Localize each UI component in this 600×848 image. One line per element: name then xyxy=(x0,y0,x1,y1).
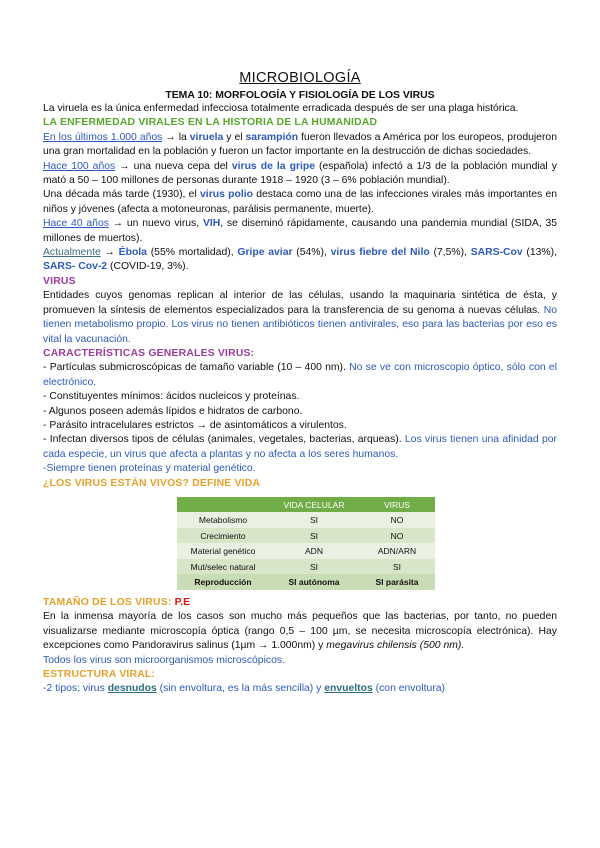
characteristic-item xyxy=(43,361,557,390)
span: (13%), xyxy=(522,247,558,259)
span: (COVID-19, 3%). xyxy=(107,261,189,273)
span: - Partículas submicroscópicas de tamaño variable (10 – 400 nm). xyxy=(43,362,350,374)
table-cell: Material genético xyxy=(177,543,269,559)
table-cell: Metabolismo xyxy=(177,512,269,528)
span: Una década más tarde (1930), el xyxy=(43,189,201,201)
characteristic-item: - Parásito intracelulares estrictos → de asintomáticos a virulentos. xyxy=(43,419,347,431)
history-paragraph-1 xyxy=(43,131,557,160)
span: En los últimos 1.000 años xyxy=(43,131,163,143)
virus-heading: VIRUS xyxy=(43,275,76,287)
span: (con envoltura) xyxy=(372,683,445,695)
history-paragraph-2 xyxy=(43,160,557,189)
span: Hace 40 años xyxy=(43,218,109,230)
history-paragraph-4 xyxy=(43,217,557,246)
virus-paragraph xyxy=(43,289,557,347)
table-row xyxy=(177,574,435,590)
span: sarampión xyxy=(245,131,299,143)
span: No se ve con microscopio óptico, sólo con el electrónico. xyxy=(43,362,558,388)
table-cell: NO xyxy=(359,528,435,544)
span: , se diseminó rápidamente, causando una pandemia mundial (SIDA, 35 millones de muertos). xyxy=(43,218,557,244)
structure-paragraph xyxy=(43,682,557,696)
span: No tienen metabolismo propio. Los virus no tienen antibióticos tienen antivirales, eso para las bacterias por eso es vital la vacunación. xyxy=(43,304,557,345)
history-heading: LA ENFERMEDAD VIRALES EN LA HISTORIA DE LA HUMANIDAD xyxy=(43,117,378,129)
span: -2 tipos; virus xyxy=(43,683,108,695)
span: virus de la gripe xyxy=(231,160,315,172)
table-row xyxy=(177,512,435,528)
table-cell: ADN/ARN xyxy=(359,543,435,559)
span: Hace 100 años xyxy=(43,160,116,172)
span: megavirus chilensis (500 nm). xyxy=(326,640,465,652)
table-cell: SI xyxy=(359,559,435,575)
intro-paragraph: La viruela es la única enfermedad infecciosa totalmente erradicada después de ser una plaga histórica. xyxy=(43,103,519,114)
span: Los virus tienen una afinidad por cada especie, un virus que afecta a plantas y no afecta a los seres humanos. xyxy=(43,434,557,460)
table-cell: SI xyxy=(269,528,359,544)
span: Gripe aviar xyxy=(237,247,293,259)
table-cell: SI xyxy=(269,559,359,575)
span: Entidades cuyos genomas replican al interior de las células, usando la maquinaria sintética de ésta, y promueven la síntesis de elementos especializados para la transferencia de su genoma a nuevas células. xyxy=(43,290,557,316)
table-cell: ADN xyxy=(269,543,359,559)
table-header: VIRUS xyxy=(359,497,435,513)
span: (55% mortalidad), xyxy=(146,247,238,259)
document-page xyxy=(43,70,557,697)
table-cell: NO xyxy=(359,512,435,528)
table-header: VIDA CELULAR xyxy=(269,497,359,513)
span: desnudos xyxy=(107,683,157,695)
span: En la inmensa mayoría de los casos son mucho más pequeños que las bacterias, por tanto, no pueden visualizarse mediante microscopía óptica (rango 0,5 – 100 µm, se necesita microscopía electrónica). Hay excepciones como Pandoravirus salinus (1µm → 1.000nm) y xyxy=(43,611,557,652)
table-row xyxy=(177,528,435,544)
table-cell: SI parásita xyxy=(359,574,435,590)
table-header xyxy=(177,497,269,513)
span: fueron llevados a América por los europeos, produjeron una gran mortalidad en la población y fueron un factor importante en la destrucción de dichas sociedades. xyxy=(43,131,557,158)
span: Ébola xyxy=(118,247,147,259)
span: viruela xyxy=(189,131,224,143)
alive-heading: ¿LOS VIRUS ESTÁN VIVOS? DEFINE VIDA xyxy=(43,477,261,489)
span: (54%), xyxy=(292,247,331,259)
characteristic-item: -Siempre tienen proteínas y material genético. xyxy=(43,463,256,475)
table-cell: Reproducción xyxy=(177,574,269,590)
table-cell: Crecimiento xyxy=(177,528,269,544)
size-note: Todos los virus son microorganismos microscópicos. xyxy=(43,654,285,666)
structure-heading: ESTRUCTURA VIRAL: xyxy=(43,669,156,680)
span: envueltos xyxy=(324,683,373,695)
span: y el xyxy=(223,131,246,143)
table-cell: SI autónoma xyxy=(269,574,359,590)
table-row xyxy=(177,543,435,559)
history-paragraph-3 xyxy=(43,188,557,217)
span: → un nuevo virus, xyxy=(108,218,203,230)
size-heading xyxy=(43,596,557,610)
span: → una nueva cepa del xyxy=(115,160,232,172)
table-cell: SI xyxy=(269,512,359,528)
span: Actualmente xyxy=(43,247,101,259)
size-paragraph xyxy=(43,610,557,653)
span: TAMAÑO DE LOS VIRUS: xyxy=(43,596,175,608)
characteristics-heading: CARACTERÍSTICAS GENERALES VIRUS: xyxy=(43,347,255,359)
span: - Infectan diversos tipos de células (animales, vegetales, bacterias, arqueas). xyxy=(43,434,405,446)
life-comparison-table xyxy=(177,497,435,590)
span: SARS-Cov xyxy=(470,247,523,259)
span: virus fiebre del Nilo xyxy=(330,247,430,259)
table-row xyxy=(177,559,435,575)
span: destaca como una de las infecciones virales más importantes en niños y jóvenes (afecta a motoneuronas, parálisis permanente, muerte). xyxy=(43,189,557,215)
span: (sin envoltura, es la más sencilla) y xyxy=(156,683,325,695)
span: SARS- Cov-2 xyxy=(43,261,108,273)
span: (7,5%), xyxy=(429,247,471,259)
span: VIH xyxy=(202,218,221,230)
span: → la xyxy=(162,131,190,143)
characteristic-item: - Constituyentes mínimos: ácidos nucleicos y proteínas. xyxy=(43,391,300,403)
characteristic-item: - Algunos poseen además lípidos e hidratos de carbono. xyxy=(43,405,303,417)
page-subtitle: TEMA 10: MORFOLOGÍA Y FISIOLOGÍA DE LOS VIRUS xyxy=(165,90,435,101)
history-paragraph-5 xyxy=(43,246,557,275)
table-header-row xyxy=(177,497,435,513)
span: virus polio xyxy=(200,189,253,201)
span: P.E xyxy=(174,596,191,608)
span: → xyxy=(100,247,119,259)
span: (española) infectó a 1/3 de la población mundial y mató a 50 – 100 millones de personas durante 1918 – 1920 (3 – 6% población mundial). xyxy=(43,160,557,187)
table-cell: Mut/selec natural xyxy=(177,559,269,575)
characteristic-item xyxy=(43,433,557,462)
page-title: MICROBIOLOGÍA xyxy=(239,70,361,86)
